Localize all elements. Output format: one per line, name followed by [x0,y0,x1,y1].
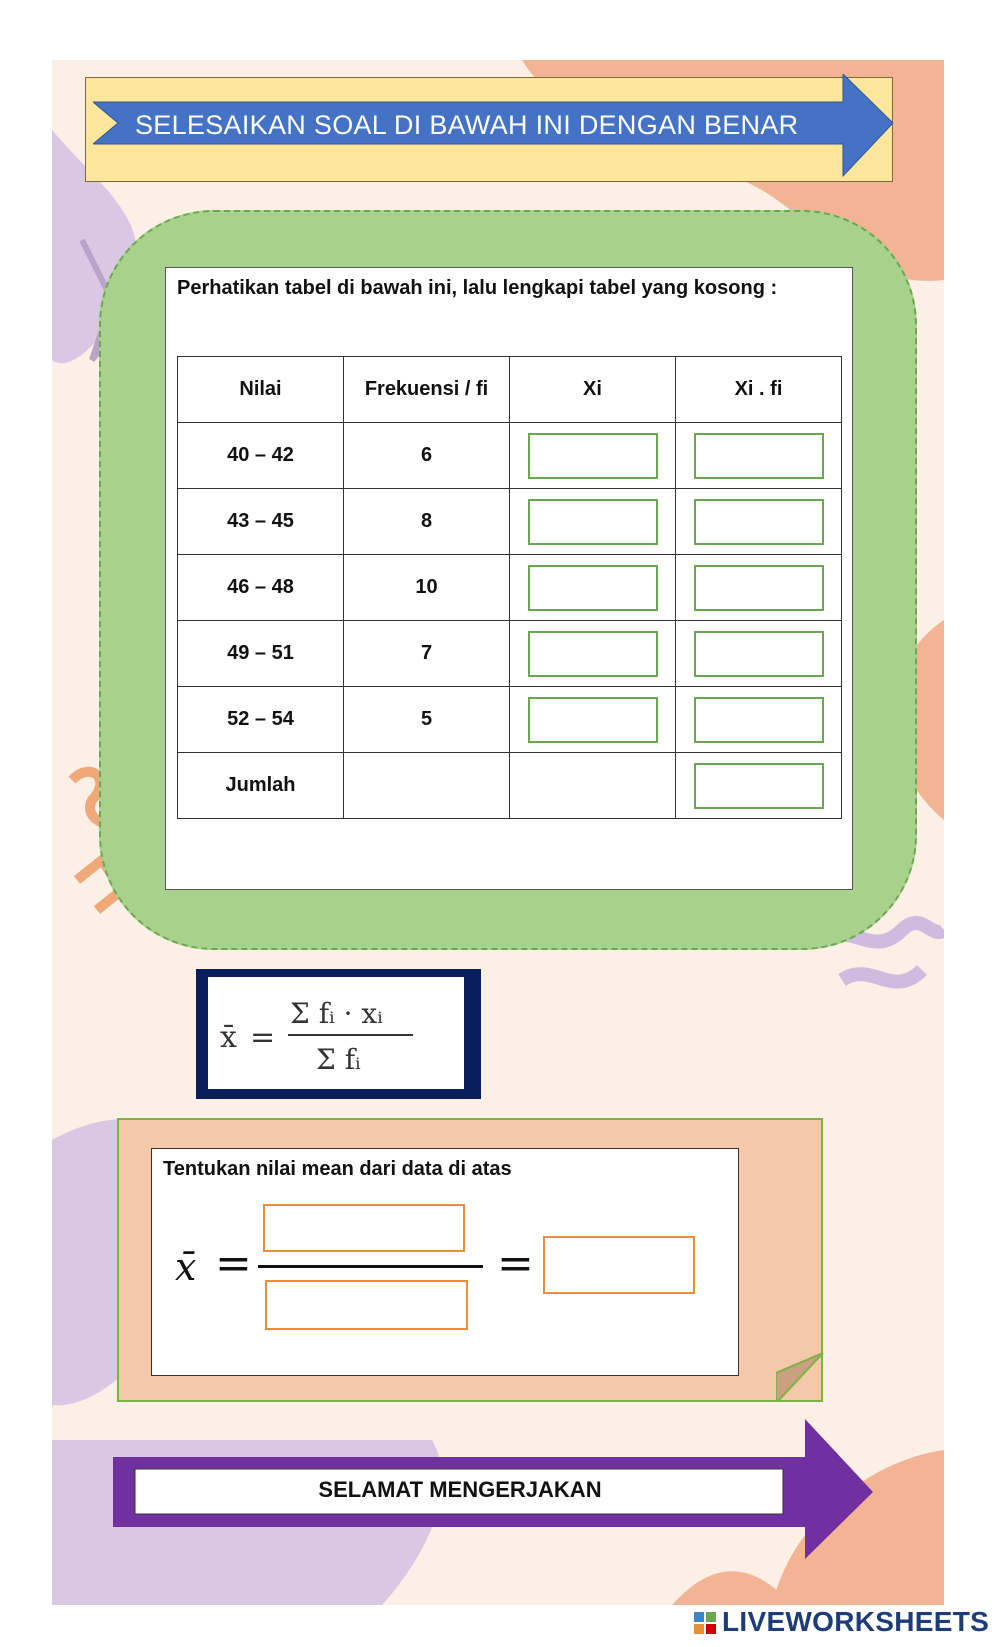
formula-denominator: Σ fᵢ [316,1043,361,1076]
nilai-cell: 49 – 51 [178,621,344,687]
frekuensi-cell: 7 [344,621,510,687]
formula-lhs: x̄ [220,1020,237,1055]
svg-text:=: = [250,1020,276,1055]
xi-fi-input[interactable] [694,565,824,611]
column-header: Xi [510,357,676,423]
table-header-row [178,357,842,423]
xi-fi-input[interactable] [694,433,824,479]
xi-fi-input[interactable] [694,631,824,677]
column-header: Nilai [178,357,344,423]
table-row [178,555,842,621]
formula-numerator: Σ fᵢ · xᵢ [290,997,383,1030]
formula-drawing [208,977,464,1089]
mean-result-input[interactable] [543,1236,695,1294]
total-xi-fi-input[interactable] [694,763,824,809]
xi-input[interactable] [528,565,658,611]
frekuensi-cell: 10 [344,555,510,621]
fraction-line [258,1265,483,1268]
xi-fi-input[interactable] [694,499,824,545]
xi-input[interactable] [528,499,658,545]
total-label: Jumlah [178,753,344,819]
equals-sign: = [497,1238,534,1289]
column-header: Frekuensi / fi [344,357,510,423]
nilai-cell: 46 – 48 [178,555,344,621]
page-curl-icon [776,1353,826,1403]
frekuensi-cell: 5 [344,687,510,753]
frekuensi-cell: 8 [344,489,510,555]
numerator-input[interactable] [263,1204,465,1252]
mean-question: Tentukan nilai mean dari data di atas [163,1158,512,1180]
table-row [178,621,842,687]
column-header: Xi . fi [676,357,842,423]
xi-fi-input[interactable] [694,697,824,743]
frequency-table [177,356,842,819]
nilai-cell: 43 – 45 [178,489,344,555]
equals-sign: = [215,1238,252,1289]
xi-input[interactable] [528,433,658,479]
table-row [178,489,842,555]
xi-input[interactable] [528,697,658,743]
table-row [178,423,842,489]
mean-formula [208,977,464,1089]
brand-wordmark[interactable]: LIVEWORKSHEETS [722,1606,990,1637]
nilai-cell: 40 – 42 [178,423,344,489]
footer-message: SELAMAT MENGERJAKAN [318,1477,602,1502]
liveworksheets-logo-icon [694,1612,718,1636]
table-total-row [178,753,842,819]
frekuensi-cell: 6 [344,423,510,489]
denominator-input[interactable] [265,1280,468,1330]
nilai-cell: 52 – 54 [178,687,344,753]
table-instruction: Perhatikan tabel di bawah ini, lalu lengkapi tabel yang kosong : [177,277,778,299]
mean-symbol: x̄ [175,1245,197,1289]
header-title: SELESAIKAN SOAL DI BAWAH INI DENGAN BENAR [135,110,799,140]
table-row [178,687,842,753]
xi-input[interactable] [528,631,658,677]
